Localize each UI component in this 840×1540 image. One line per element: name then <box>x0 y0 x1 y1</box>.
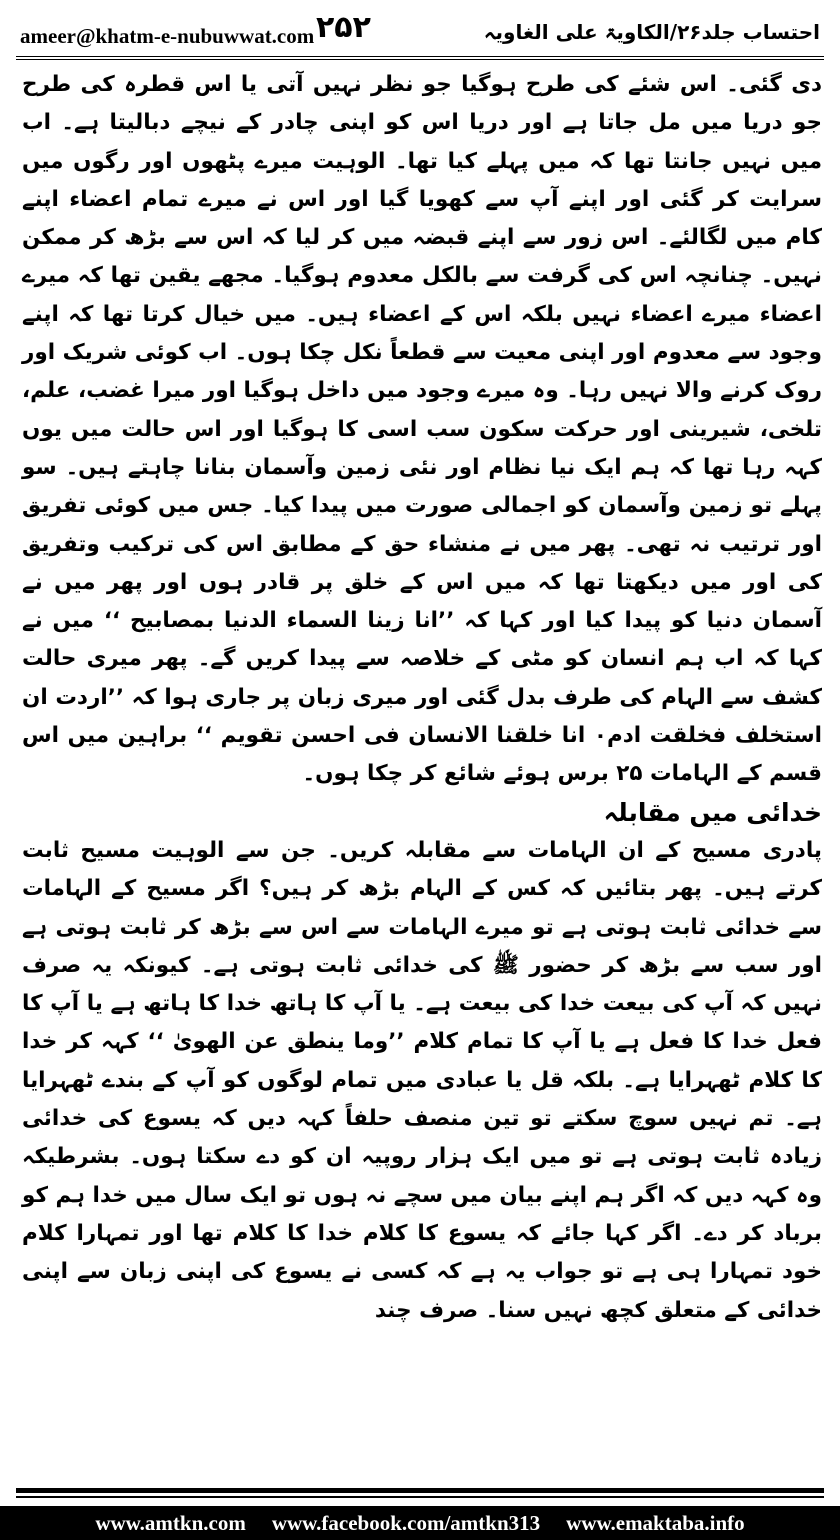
header-email: ameer@khatm-e-nubuwwat.com <box>20 24 315 48</box>
page-footer <box>0 1506 840 1540</box>
footer-link-amtkn[interactable]: www.amtkn.com <box>95 1510 246 1535</box>
page-body <box>22 66 822 1330</box>
section-heading: خدائی میں مقابلہ <box>603 797 822 827</box>
footer-link-facebook[interactable]: www.facebook.com/amtkn313 <box>271 1510 541 1535</box>
paragraph-2: پادری مسیح کے ان الہامات سے مقابلہ کریں۔ جن سے الوہیت مسیح ثابت کرتے ہیں۔ پھر بتائیں کہ کس کے الہام بڑھ کر ہیں؟ اگر مسیح کے الہامات سے خدائی ثابت ہوتی ہے تو میرے الہامات سے اس سے بڑھ کر ثابت ہوتی ہے اور سب سے بڑھ کر حضور ﷺ کی خدائی ثابت ہوتی ہے۔ کیونکہ یہ صرف نہیں کہ آپ کی بیعت خدا کی بیعت ہے۔ یا آپ کا ہاتھ خدا کا ہاتھ ہے یا آپ کا فعل خدا کا فعل ہے یا آپ کا تمام کلام ’’وما ینطق عن الھویٰ ‘‘ کہہ کر خدا کا کلام ٹھہرایا ہے۔ بلکہ قل یا عبادی میں تمام لوگوں کو آپ کے بندے ٹھہرایا ہے۔ تم نہیں سوچ سکتے تو تین منصف حلفاً کہہ دیں کہ یسوع کی خدائی زیادہ ثابت ہوتی ہے تو میں ایک ہزار روپیہ ان کو دے سکتا ہوں۔ بشرطیکہ وہ کہہ دیں کہ اگر ہم اپنے بیان میں سچے نہ ہوں تو ایک سال میں خدا ہم کو برباد کر دے۔ اگر کہا جائے کہ یسوع کا کلام خدا کا کلام تھا اور تمہارا کلام خود تمہارا ہی ہے تو جواب یہ ہے کہ کسی نے یسوع کی اپنی زبان سے اپنی خدائی کے متعلق کچھ نہیں سنا۔ صرف چند <box>22 837 822 1323</box>
footer-link-emaktaba[interactable]: www.emaktaba.info <box>566 1510 745 1535</box>
footer-rule-thin <box>16 1496 824 1498</box>
page-header <box>20 8 820 54</box>
footer-rule-thick <box>16 1488 824 1493</box>
book-title: احتساب جلد۲۶/الکاویۃ علی الغاویہ <box>483 20 820 44</box>
header-rule <box>16 56 824 60</box>
paragraph-1: دی گئی۔ اس شئے کی طرح ہوگیا جو نظر نہیں آتی یا اس قطرہ کی طرح جو دریا میں مل جاتا ہے اور دریا اس کو اپنی چادر کے نیچے دبالیتا ہے۔ اب میں نہیں جانتا تھا کہ میں پہلے کیا تھا۔ الوہیت میرے پٹھوں اور رگوں میں سرایت کر گئی اور اپنے آپ سے کھویا گیا اور اس نے میرے تمام اعضاء اپنے کام میں لگالئے۔ اس زور سے اپنے قبضہ میں کر لیا کہ اس سے بڑھ کر ممکن نہیں۔ چنانچہ اس کی گرفت سے بالکل معدوم ہوگیا۔ مجھے یقین تھا کہ میرے اعضاء میرے اعضاء نہیں بلکہ اس کے اعضاء ہیں۔ میں خیال کرتا تھا کہ اپنے وجود سے معدوم اور اپنی معیت سے قطعاً نکل چکا ہوں۔ اب کوئی شریک اور روک کرنے والا نہیں رہا۔ وہ میرے وجود میں داخل ہوگیا اور میرا غضب، علم، تلخی، شیرینی اور حرکت سکون سب اسی کا ہوگیا اور اس حالت میں یوں کہہ رہا تھا کہ ہم ایک نیا نظام اور نئی زمین وآسمان بنانا چاہتے ہیں۔ سو پہلے تو زمین وآسمان کو اجمالی صورت میں پیدا کیا۔ جس میں کوئی تفریق اور ترتیب نہ تھی۔ پھر میں نے منشاء حق کے مطابق اس کی ترکیب وتفریق کی اور میں دیکھتا تھا کہ میں اس کے خلق پر قادر ہوں اور پھر میں نے آسمان دنیا کو پیدا کیا اور کہا کہ ’’انا زینا السماء الدنیا بمصابیح ‘‘ میں نے کہا کہ اب ہم انسان کو مٹی کے خلاصہ سے پیدا کریں گے۔ پھر میری حالت کشف سے الہام کی طرف بدل گئی اور میری زبان پر جاری ہوا کہ ’’اردت ان استخلف فخلقت ادم۰ انا خلقنا الانسان فی احسن تقویم ‘‘ براہین میں اس قسم کے الہامات ۲۵ برس ہوئے شائع کر چکا ہوں۔ <box>22 72 822 787</box>
page-number: ۲۵۲ <box>316 10 371 45</box>
